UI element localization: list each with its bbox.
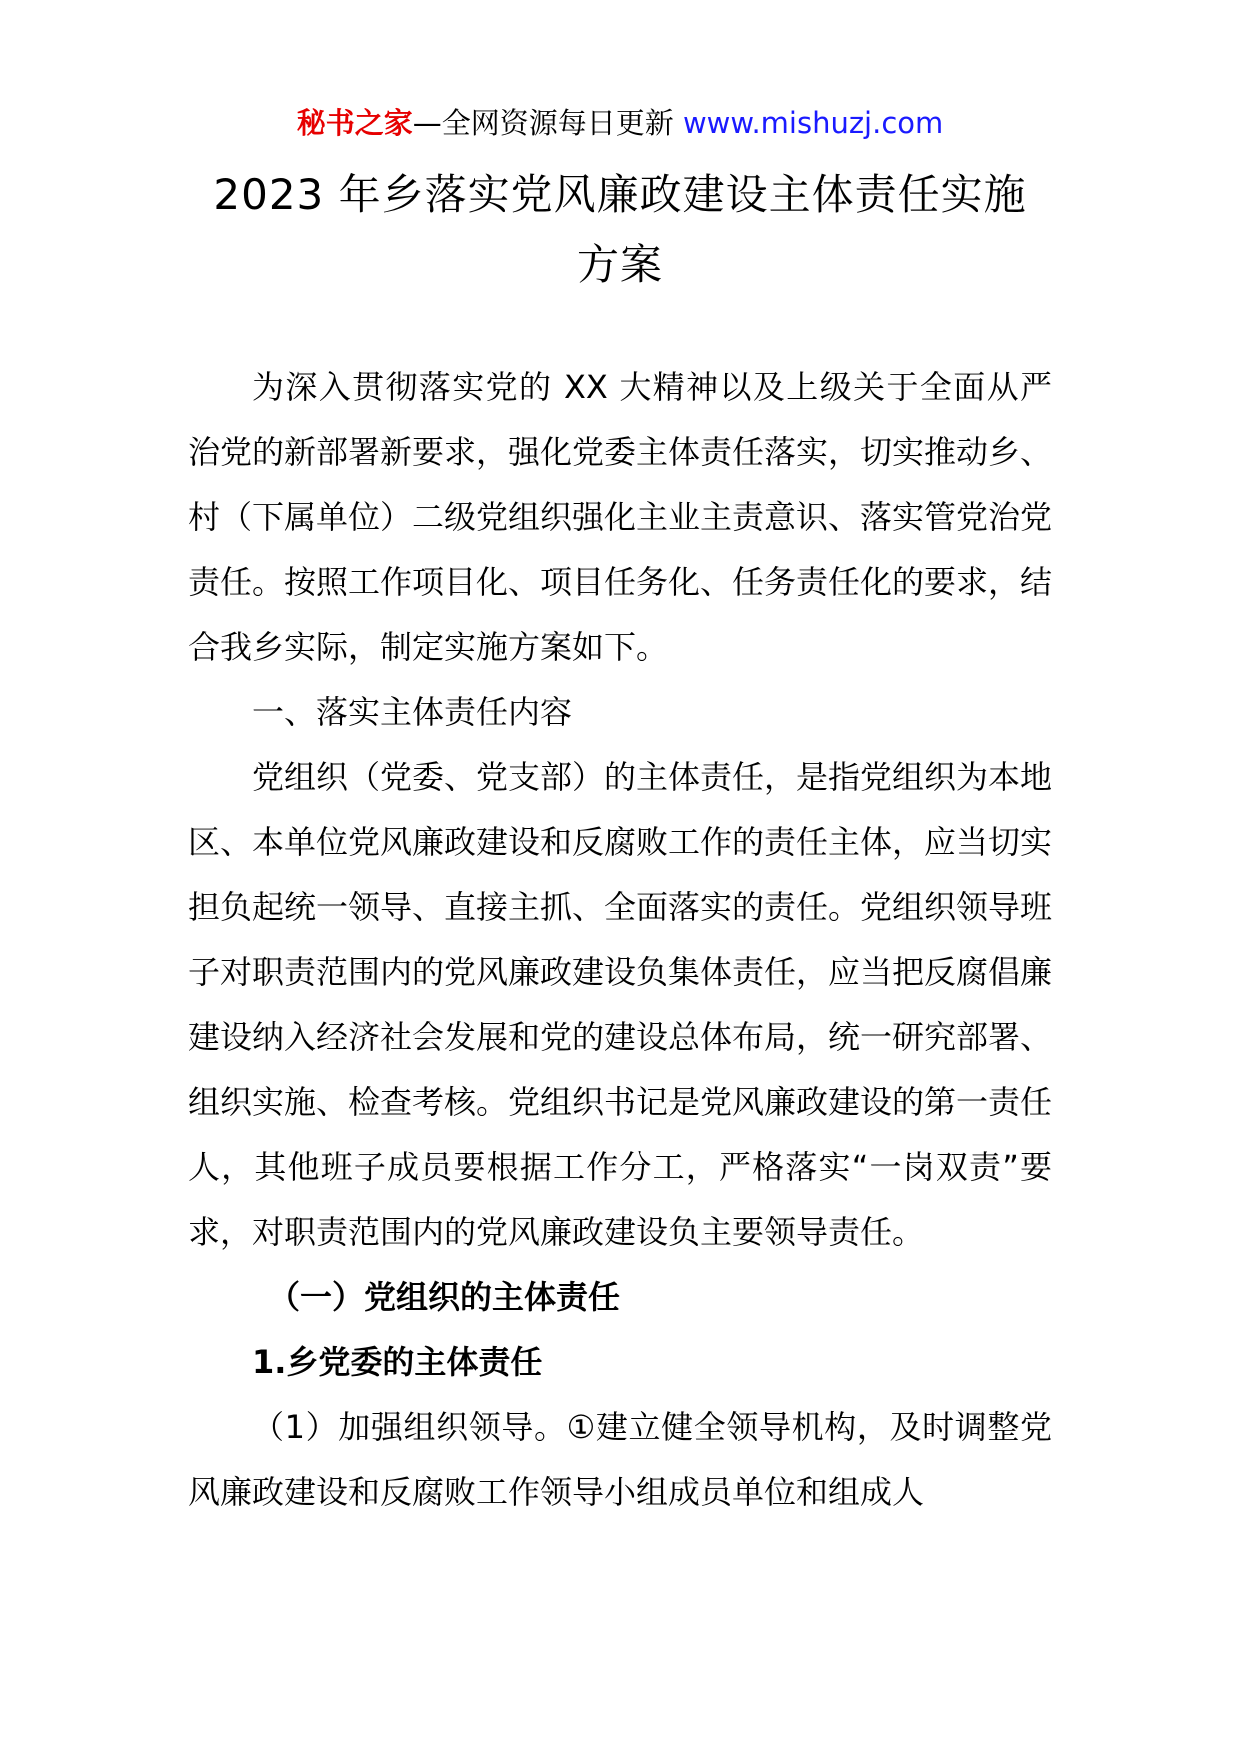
title-line-2: 方案 [576,240,663,289]
item-heading: 1.乡党委的主体责任 [252,1343,543,1381]
site-header [0,98,1240,148]
body-paragraph-item-1: （1）加强组织领导。①建立健全领导机构，及时调整党风廉政建设和反腐败工作领导小组成员单位和组成人 [188,1408,1052,1511]
brand-name: 秘书之家 [296,106,413,140]
subsection-heading: （一）党组织的主体责任 [268,1278,621,1316]
header-tagline: —全网资源每日更新 [412,106,683,140]
document-body [188,355,1052,1525]
document-title [150,160,1090,300]
site-url-link[interactable]: www.mishuzj.com [682,106,944,140]
section-heading-1: 一、落实主体责任内容 [252,693,573,731]
intro-paragraph: 为深入贯彻落实党的 XX 大精神以及上级关于全面从严治党的新部署新要求，强化党委主体责任落实，切实推动乡、村（下属单位）二级党组织强化主业主责意识、落实管党治党责任。按照工作项目化、项目任务化、任务责任化的要求，结合我乡实际，制定实施方案如下。 [188,368,1053,666]
body-paragraph: 党组织（党委、党支部）的主体责任，是指党组织为本地区、本单位党风廉政建设和反腐败工作的责任主体，应当切实担负起统一领导、直接主抓、全面落实的责任。党组织领导班子对职责范围内的党风廉政建设负集体责任，应当把反腐倡廉建设纳入经济社会发展和党的建设总体布局，统一研究部署、组织实施、检查考核。党组织书记是党风廉政建设的第一责任人，其他班子成员要根据工作分工，严格落实“一岗双责”要求，对职责范围内的党风廉政建设负主要领导责任。 [188,758,1053,1251]
title-line-1: 2023 年乡落实党风廉政建设主体责任实施 [213,170,1027,219]
